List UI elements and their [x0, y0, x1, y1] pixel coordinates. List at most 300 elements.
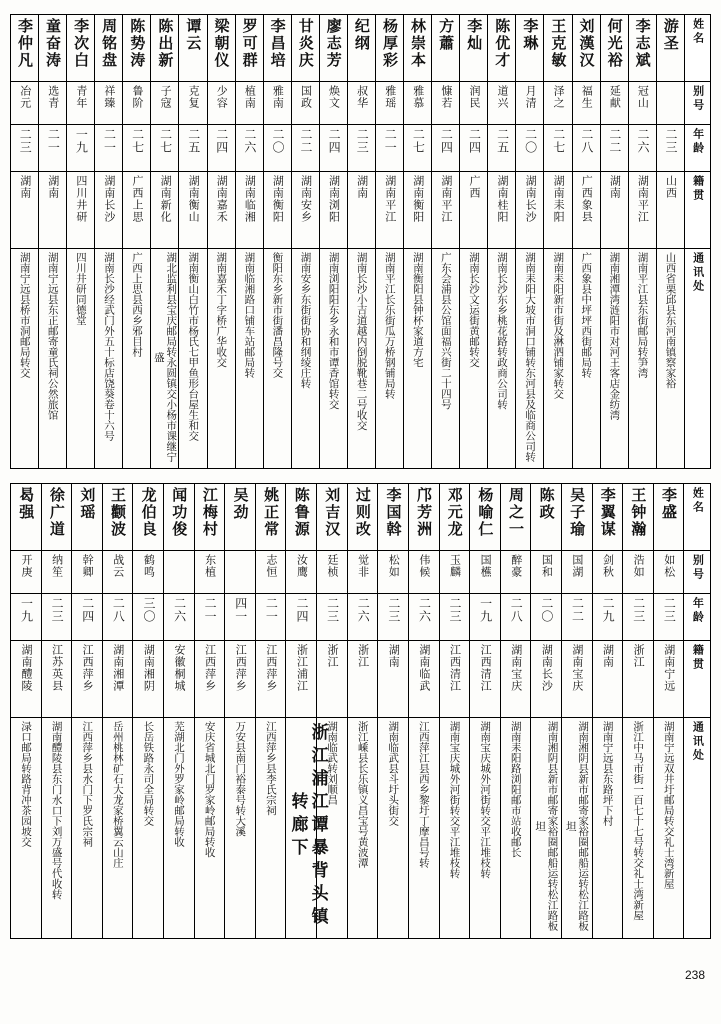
cell-age-5 [151, 125, 179, 172]
cell-alias-14-text: 雅慕 [411, 85, 425, 109]
cell-age-19-text: 二七 [551, 128, 566, 154]
cell-address-17-text: 湖南湘阴县新市邮寄家裕圈邮船运转松江路板坦 [534, 721, 559, 932]
cell-age-19 [544, 125, 572, 172]
cell-name-3 [102, 484, 133, 551]
cell-age-17-text: 二五 [495, 128, 510, 154]
cell-name-22 [628, 15, 656, 82]
cell-address-6 [179, 249, 207, 469]
page-number: 238 [684, 968, 705, 982]
cell-address-3 [102, 718, 133, 938]
cell-address-11 [319, 249, 347, 469]
cell-address-0-text: 湖南宁远县桥市洞邮局转交 [18, 252, 31, 378]
cell-age-23-text: 二三 [664, 128, 679, 154]
cell-origin-20-text: 广西象县 [580, 175, 594, 223]
cell-origin-4 [133, 641, 164, 718]
cell-address-12 [378, 718, 409, 938]
cell-address-5-text: 湖北监利县宝庆邮局转永圆镇交小杨市课继宁盛 [152, 252, 178, 462]
cell-alias-15 [432, 82, 460, 125]
table-row [11, 249, 711, 469]
cell-address-2-text: 江西萍乡县水门下罗氏宗祠 [81, 721, 94, 848]
table-row [11, 172, 711, 249]
cell-origin-18 [561, 641, 592, 718]
cell-name-21-text: 李盛 [660, 487, 678, 522]
cell-name-7-text: 梁朝仪 [212, 18, 231, 69]
cell-address-5-text: 芜湖北门外罗家岭邮局转收 [173, 721, 186, 848]
cell-name-16-text: 李灿 [465, 18, 484, 52]
column-header-origin [684, 641, 711, 718]
cell-origin-6-text: 江西萍乡 [203, 644, 217, 693]
cell-alias-18 [561, 551, 592, 594]
cell-name-2-text: 李次白 [72, 18, 91, 69]
cell-address-3-text: 岳州桃林矿石大龙家桥翼云山庄 [111, 721, 124, 869]
cell-age-6 [194, 594, 225, 641]
cell-alias-11-text: 觉非 [356, 554, 370, 579]
cell-origin-3 [102, 641, 133, 718]
cell-origin-13 [376, 172, 404, 249]
cell-age-16 [460, 125, 488, 172]
cell-age-5-text: 二六 [172, 597, 187, 624]
cell-age-17-text: 二〇 [539, 597, 554, 624]
cell-age-21 [600, 125, 628, 172]
cell-alias-0 [11, 82, 39, 125]
cell-age-18-text: 二二 [570, 597, 585, 624]
cell-name-0 [11, 484, 42, 551]
cell-origin-21 [653, 641, 684, 718]
cell-name-19-text: 李翼谋 [598, 487, 617, 539]
cell-alias-3-text: 战云 [111, 554, 125, 579]
cell-alias-8 [255, 551, 286, 594]
cell-name-4 [123, 15, 151, 82]
cell-address-22 [628, 249, 656, 469]
cell-name-2 [67, 15, 95, 82]
cell-origin-12-text: 湖南 [387, 644, 401, 669]
cell-name-11-text: 过则改 [353, 487, 372, 539]
cell-alias-5 [151, 82, 179, 125]
column-header-origin-text: 籍贯 [691, 644, 705, 673]
cell-address-1-text: 湖南宁远县东正邮寄童氏祠公然旅馆 [46, 252, 59, 420]
cell-origin-2-text: 四川井研 [74, 175, 88, 223]
cell-origin-17 [488, 172, 516, 249]
cell-alias-6-text: 东植 [203, 554, 217, 579]
cell-origin-22 [628, 172, 656, 249]
cell-alias-9 [286, 551, 317, 594]
column-header-name [684, 484, 711, 551]
cell-alias-22-text: 冠山 [636, 85, 650, 109]
cell-origin-0-text: 湖南醴陵 [19, 644, 33, 693]
cell-address-7-text: 湖南嘉禾丁字桥广华收交 [215, 252, 228, 368]
cell-name-4 [133, 484, 164, 551]
cell-name-23-text: 游圣 [661, 18, 680, 52]
cell-origin-7 [225, 641, 256, 718]
cell-age-8 [255, 594, 286, 641]
cell-address-20-text: 广西象县中坪坪西街邮局转 [580, 252, 593, 378]
cell-origin-16 [460, 172, 488, 249]
cell-address-7 [207, 249, 235, 469]
cell-alias-17 [488, 82, 516, 125]
cell-origin-5 [164, 641, 195, 718]
cell-origin-8 [255, 641, 286, 718]
cell-alias-1 [39, 82, 67, 125]
cell-address-20 [572, 249, 600, 469]
cell-age-9-text: 二〇 [270, 128, 285, 154]
cell-name-7 [225, 484, 256, 551]
cell-name-10 [291, 15, 319, 82]
cell-alias-1-text: 纳笙 [50, 554, 64, 579]
cell-address-4 [133, 718, 164, 938]
cell-name-6 [179, 15, 207, 82]
cell-origin-0 [11, 641, 42, 718]
cell-age-9-text: 二四 [295, 597, 309, 624]
cell-origin-1 [39, 172, 67, 249]
cell-alias-18-text: 月清 [524, 85, 538, 109]
cell-name-8-text: 罗可群 [240, 18, 259, 69]
cell-address-6-text: 安庆省城北门罗家岭邮局转收 [203, 721, 216, 858]
cell-age-13 [376, 125, 404, 172]
table-row [11, 718, 711, 938]
cell-origin-5-text: 湖南新化 [159, 175, 173, 223]
cell-origin-11-text: 湖南浏阳 [327, 175, 341, 223]
table-row [11, 484, 711, 551]
cell-address-1 [41, 718, 72, 938]
column-header-alias-text: 别号 [691, 554, 705, 583]
cell-address-16 [500, 718, 531, 938]
cell-alias-4-text: 鹤鸣 [142, 554, 156, 579]
cell-alias-2 [72, 551, 103, 594]
cell-alias-13 [408, 551, 439, 594]
cell-alias-19-text: 剑秋 [601, 554, 615, 579]
cell-age-6-text: 二一 [203, 597, 218, 624]
cell-name-5-text: 闻功俊 [170, 487, 189, 539]
cell-age-20 [572, 125, 600, 172]
cell-age-10 [291, 125, 319, 172]
cell-address-12 [347, 249, 375, 469]
cell-alias-7 [207, 82, 235, 125]
cell-alias-18-text: 国湖 [570, 554, 584, 579]
cell-name-3 [95, 15, 123, 82]
cell-name-17 [488, 15, 516, 82]
cell-origin-3-text: 湖南湘潭 [111, 644, 125, 693]
cell-address-1-text: 湖南醴陵县东门水口下刘万盛号代收转 [50, 721, 63, 900]
cell-age-16-text: 二八 [509, 597, 524, 624]
cell-address-2 [72, 718, 103, 938]
cell-origin-21 [600, 172, 628, 249]
cell-name-17-text: 陈优才 [493, 18, 512, 69]
cell-address-12-text: 湖南临武县斗圩头街交 [387, 721, 400, 827]
cell-name-11 [319, 15, 347, 82]
cell-origin-4 [123, 172, 151, 249]
roster-block-2 [10, 483, 711, 938]
cell-age-2 [67, 125, 95, 172]
cell-age-8 [235, 125, 263, 172]
cell-alias-20 [623, 551, 654, 594]
cell-alias-1 [41, 551, 72, 594]
cell-origin-17-text: 湖南长沙 [540, 644, 554, 693]
cell-alias-15 [470, 551, 501, 594]
cell-alias-16-text: 醉豪 [509, 554, 523, 579]
cell-origin-11 [319, 172, 347, 249]
cell-address-0-text: 渌口邮局转路背冲茶园坡交 [19, 721, 32, 848]
cell-origin-5 [151, 172, 179, 249]
cell-address-9-text: 衡阳东乡新市街潘昌隆号交 [271, 252, 284, 378]
column-header-address-text: 通讯处 [691, 721, 705, 764]
cell-address-20 [623, 718, 654, 938]
cell-origin-18-text: 湖南长沙 [524, 175, 538, 223]
cell-age-19-text: 二九 [601, 597, 616, 624]
cell-age-20-text: 二八 [579, 128, 594, 154]
cell-address-15-text: 湖南宝庆城外河街转交平江堆枝转 [479, 721, 492, 879]
cell-name-16-text: 周之一 [506, 487, 525, 539]
cell-origin-12 [347, 172, 375, 249]
cell-age-22 [628, 125, 656, 172]
cell-origin-5-text: 安徽桐城 [173, 644, 186, 693]
cell-address-11-text: 湖南浏阳阳东乡永和市谭香馆转交 [327, 252, 340, 410]
cell-name-12 [378, 484, 409, 551]
cell-alias-20-text: 福生 [580, 85, 594, 109]
cell-origin-4-text: 广西上思 [131, 175, 144, 223]
cell-name-6 [194, 484, 225, 551]
cell-origin-22-text: 湖南平江 [636, 175, 650, 223]
cell-age-7 [225, 594, 256, 641]
cell-age-13 [408, 594, 439, 641]
cell-origin-10 [291, 172, 319, 249]
cell-origin-9 [286, 641, 317, 718]
cell-origin-21-text: 湖南 [608, 175, 622, 199]
cell-origin-12 [378, 641, 409, 718]
cell-name-15-text: 方蕭 [437, 18, 456, 52]
cell-address-4 [123, 249, 151, 469]
cell-address-22-text: 湖南平江县东街邮局转笋湾 [636, 252, 649, 378]
cell-alias-6 [179, 82, 207, 125]
cell-origin-9-text: 湖南衡阳 [271, 175, 285, 223]
column-header-age [684, 125, 710, 172]
cell-origin-8-text: 江西萍乡 [264, 644, 278, 693]
cell-alias-10 [317, 551, 348, 594]
cell-name-1 [39, 15, 67, 82]
cell-alias-11 [347, 551, 378, 594]
cell-origin-20-text: 浙江 [632, 644, 646, 669]
cell-age-4-text: 二七 [130, 128, 145, 154]
column-header-age-text: 年龄 [691, 597, 705, 626]
cell-origin-6-text: 湖南衡山 [187, 175, 201, 223]
cell-name-21-text: 何光裕 [605, 18, 624, 69]
cell-origin-13 [408, 641, 439, 718]
cell-alias-21 [600, 82, 628, 125]
cell-origin-15-text: 湖南平江 [439, 175, 453, 223]
cell-address-7-text: 万安县南门裕泰号转大溪 [234, 721, 247, 837]
cell-age-6-text: 二五 [186, 128, 201, 154]
cell-age-7-text: 二四 [214, 128, 229, 154]
cell-address-8 [255, 718, 286, 938]
cell-origin-3 [95, 172, 123, 249]
cell-age-11-text: 二四 [327, 128, 342, 154]
cell-name-1-text: 徐广道 [47, 487, 66, 539]
cell-name-18-text: 李琳 [521, 18, 540, 52]
cell-name-14 [439, 484, 470, 551]
cell-origin-4-text: 湖南湘阴 [142, 644, 156, 693]
cell-address-15-text: 广东会浦县公馆面福兴街二十四号 [439, 252, 452, 410]
cell-age-18 [516, 125, 544, 172]
cell-age-11-text: 二六 [356, 597, 371, 624]
column-header-name [684, 15, 710, 82]
cell-age-15 [470, 594, 501, 641]
cell-origin-14 [404, 172, 432, 249]
cell-name-2 [72, 484, 103, 551]
cell-address-19-text: 湖南宁远县东路坪下村 [601, 721, 614, 827]
cell-address-10-text: 湖南临武转刘顺昌 [326, 721, 339, 806]
cell-age-21 [653, 594, 684, 641]
cell-alias-20 [572, 82, 600, 125]
cell-name-13-text: 邝芳洲 [415, 487, 434, 539]
cell-alias-4-text: 鲁阶 [131, 85, 144, 109]
cell-origin-8 [235, 172, 263, 249]
cell-age-10-text: 二二 [299, 128, 314, 154]
cell-alias-22 [628, 82, 656, 125]
cell-age-14 [404, 125, 432, 172]
cell-alias-9 [263, 82, 291, 125]
cell-alias-16 [500, 551, 531, 594]
cell-name-14-text: 林崇本 [409, 18, 428, 69]
table-row [11, 125, 711, 172]
cell-origin-11-text: 浙江 [356, 644, 370, 669]
cell-name-20 [572, 15, 600, 82]
cell-name-14 [404, 15, 432, 82]
cell-alias-2 [67, 82, 95, 125]
cell-name-13 [376, 15, 404, 82]
cell-name-1 [41, 484, 72, 551]
cell-name-6-text: 谭云 [184, 18, 203, 52]
cell-age-15-text: 二四 [439, 128, 454, 154]
cell-address-23 [656, 249, 684, 469]
cell-name-12-text: 纪纲 [352, 18, 371, 52]
cell-age-17 [531, 594, 562, 641]
column-header-age-text: 年龄 [691, 128, 705, 156]
cell-age-14-text: 二三 [448, 597, 463, 624]
cell-address-6 [194, 718, 225, 938]
cell-age-3-text: 二一 [102, 128, 117, 154]
cell-alias-19 [592, 551, 623, 594]
cell-alias-13-text: 雅瑶 [383, 85, 397, 109]
cell-name-16 [500, 484, 531, 551]
cell-alias-14-text: 玉麟 [448, 554, 462, 579]
cell-name-11-text: 廖志芳 [324, 18, 343, 69]
cell-name-18 [561, 484, 592, 551]
cell-address-12-text: 湖南长沙小吉道越内倒脱靴巷二号收交 [355, 252, 368, 431]
cell-age-19 [592, 594, 623, 641]
roster-table-1 [10, 14, 711, 469]
cell-alias-19 [544, 82, 572, 125]
cell-address-0 [11, 718, 42, 938]
column-header-alias-text: 别号 [691, 85, 705, 113]
cell-age-21-text: 二三 [662, 597, 677, 624]
cell-name-0-text: 李仲凡 [15, 18, 34, 69]
cell-address-21 [600, 249, 628, 469]
cell-address-14-text: 湖南衡阳县钟杯家道方宅 [411, 252, 424, 368]
cell-name-9 [286, 484, 317, 551]
cell-address-1 [39, 249, 67, 469]
cell-age-3 [95, 125, 123, 172]
cell-address-14 [439, 718, 470, 938]
cell-alias-10-text: 国政 [299, 85, 313, 109]
cell-name-20-text: 刘漢汉 [577, 18, 596, 69]
cell-address-4-text: 长岳铁路永司全局转交 [142, 721, 155, 827]
cell-origin-9-text: 浙江浦江 [295, 644, 309, 693]
cell-age-0 [11, 125, 39, 172]
cell-alias-9-text: 雅南 [271, 85, 285, 109]
cell-name-4-text: 龙伯良 [139, 487, 158, 539]
cell-alias-21-text: 延献 [608, 85, 622, 109]
cell-origin-10-text: 湖南安乡 [299, 175, 313, 223]
cell-name-18 [516, 15, 544, 82]
cell-origin-12-text: 湖南 [355, 175, 369, 199]
cell-address-3 [95, 249, 123, 469]
cell-address-14-text: 湖南宝庆城外河街转交平江堆枝转 [448, 721, 461, 879]
cell-age-2-text: 二四 [80, 597, 95, 624]
cell-age-8-text: 二六 [242, 128, 257, 154]
cell-origin-7-text: 湖南嘉禾 [215, 175, 229, 223]
cell-address-4-text: 广西上思县西乡邪目村 [131, 252, 144, 357]
cell-name-21 [653, 484, 684, 551]
cell-address-15 [470, 718, 501, 938]
cell-address-17 [531, 718, 562, 938]
cell-age-5-text: 二七 [158, 128, 173, 154]
column-header-address-text: 通讯处 [691, 252, 705, 294]
cell-name-12-text: 李国斡 [384, 487, 403, 539]
cell-name-5 [151, 15, 179, 82]
cell-address-10-text: 湖南安乡东街街协和纲绫庄转 [299, 252, 312, 389]
cell-age-14-text: 二七 [411, 128, 426, 154]
cell-origin-15 [470, 641, 501, 718]
column-header-alias [684, 551, 711, 594]
cell-age-1 [41, 594, 72, 641]
cell-address-2-text: 四川井研同德堂 [74, 252, 87, 326]
cell-address-8-text: 湖南临湘路口铺车站邮局转 [243, 252, 256, 378]
cell-age-17 [488, 125, 516, 172]
cell-address-19 [592, 718, 623, 938]
cell-address-21-text: 湖南湘潭湾涟阳市对河王客店金纺湾 [608, 252, 621, 420]
cell-origin-1-text: 江苏英县 [50, 644, 64, 693]
cell-alias-0 [11, 551, 42, 594]
cell-alias-12 [378, 551, 409, 594]
cell-age-15 [432, 125, 460, 172]
cell-name-21 [600, 15, 628, 82]
cell-alias-11 [319, 82, 347, 125]
cell-age-10-text: 二三 [325, 597, 340, 624]
cell-origin-10-text: 浙江 [326, 644, 340, 669]
cell-alias-13 [376, 82, 404, 125]
cell-age-9 [263, 125, 291, 172]
cell-origin-7-text: 江西萍乡 [234, 644, 248, 693]
cell-origin-8-text: 湖南临湘 [243, 175, 257, 223]
cell-age-1 [39, 125, 67, 172]
table-row [11, 551, 711, 594]
cell-age-2-text: 一九 [74, 128, 89, 154]
cell-address-3-text: 湖南长沙经武门外五十标店饶葵卷十六号 [102, 252, 115, 441]
cell-age-20 [623, 594, 654, 641]
cell-address-15 [432, 249, 460, 469]
cell-origin-6 [194, 641, 225, 718]
cell-address-20-text: 浙江中马市街一百七十七号转交礼士湾新屋 [632, 721, 645, 921]
cell-age-12 [378, 594, 409, 641]
cell-age-16 [500, 594, 531, 641]
cell-address-5 [151, 249, 179, 469]
table-row [11, 594, 711, 641]
cell-name-9-text: 李昌培 [268, 18, 287, 69]
column-header-origin-text: 籍贯 [691, 175, 705, 203]
cell-origin-14-text: 江西清江 [448, 644, 462, 693]
cell-address-18 [516, 249, 544, 469]
cell-name-13 [408, 484, 439, 551]
cell-alias-17-text: 道兴 [496, 85, 510, 109]
